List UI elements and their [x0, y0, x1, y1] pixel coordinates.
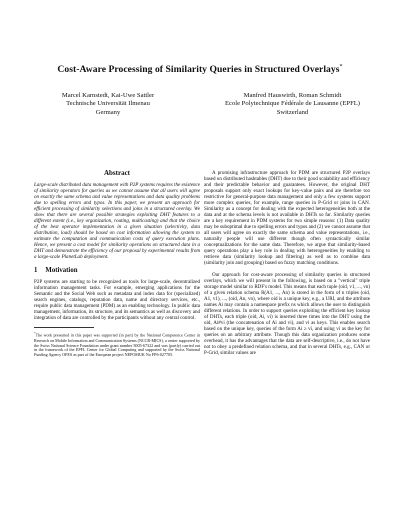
- author-block-ilmenau: [38, 92, 178, 117]
- motivation-paragraph: P2P systems are starting to be recognized as tools for large-scale, decentralized information management tasks. For example, emerging applications for the Semantic and the Social Web such as metadata and index data for (specialized) search engines, catalogs, reputation data, name and directory services, etc., require public data management (PDM) as an enabling technology. In public data management, information, its structure, and its semantics as well as discovery and integration of data are controlled by the participants without any central control.: [34, 279, 200, 322]
- footnote: [34, 331, 200, 358]
- title-footnote-mark: *: [339, 64, 343, 70]
- author-names: Manfred Hauswirth, Roman Schmidt: [243, 92, 342, 99]
- title-text: Cost-Aware Processing of Similarity Queries in Structured Overlays: [57, 64, 340, 76]
- body-paragraph-approach: Our approach for cost-aware processing of similarity queries in structured overlays, which we will present in the following, is based on a "vertical" triple storage model similar to RDF's model. This means that each tuple (oid, v1, ..., vn) of a given relation schema R(A1, ..., An) is stored in the form of n triples (oid, A1, v1), ..., (oid, An, vn), where oid is a unique key, e.g., a URI, and the attribute names Ai may contain a namespace prefix ns which allows the user to distinguish different relations. In order to support queries exploiting the efficient key lookup of DHTs, each triple (oid, Ai, vi) is inserted three times into the DHT using the oid, Ai#vi (the concatenation of Ai and vi), and vi as keys. This enables search based on the unique key, queries of the form Ai ≥ vi, and using vi as the key for queries on an arbitrary attribute. Though this data organization produces some overhead, it has the advantages that the data are self-descriptive, i.e., do not have not to obey a predefined relation schema, and that in several DHTs, e.g., CAN or P-Grid, similar values are: [204, 272, 370, 357]
- author-affiliation: Technische Universität Ilmenau: [66, 100, 150, 108]
- section-number: 1: [34, 267, 38, 275]
- author-block-epfl: [205, 92, 380, 117]
- footnote-text: The work presented in this paper was supported (in part) by the National Competence Center in Research on Mobile Information and Communication Systems (NCCR-MICS), a center supported by the Swiss National Science Foundation under grant number 5005-67322 and was (partly) carried out in the framework of the EPFL Center for Global Computing and supported by the Swiss National Funding Agency OFES as part of the European project NEPOMUK No FP6-027705.: [34, 332, 200, 358]
- author-names: Marcel Karnstedt, Kai-Uwe Sattler: [61, 92, 155, 99]
- footnote-mark: *: [34, 331, 36, 336]
- section-heading-motivation: [34, 268, 200, 274]
- right-column: [204, 170, 370, 361]
- abstract-text: Large-scale distributed data management with P2P systems requires the existence of similarity operators for queries as we cannot assume that all users will agree on exactly the same schema and value representations and data quality problems due to spelling errors and typos. In this paper, we present an approach for efficient processing of similarity selections and joins in a structured overlay. We show that there are several possible strategies exploiting DHT features to a different extent (i.e., key organization, routing, multicasting) and that the choice of the best operator implementation in a given situation (selectivity, data distribution, load) should be based on cost information allowing the system to estimate the computation and communication costs of query execution plans. Hence, we present a cost model for similarity operations on structured data in a DHT and demonstrate the efficiency of our proposal by experimental results from a large-scale PlanetLab deployment.: [34, 182, 200, 261]
- body-paragraph-dht: A promising infrastructure approach for PDM are structured P2P overlays based on distributed hashtables (DHT) due to their good scalability and efficiency and their predictable behavior and guarantees. However, the original DHT proposals support only exact lookups for key-value pairs and are therefore too restrictive for general-purpose data management and only a few systems support more complex queries, for example, range queries in P-Grid or joins in CAN. Similarity as a concept for dealing with the expected heterogeneities both at the data and at the schema levels is not available in DHTs so far. Similarity queries are a key requirement in PDM systems for two simple reasons: (1) Data quality may be suboptimal due to spelling errors and typos and (2) we cannot assume that all users will agree on exactly the same schema and value representations, i.e., naturally people will use different though often syntactically similar conceptualizations for the same data. Therefore, we argue that similarity-based query operations play a key role in dealing with heterogeneities by enabling to retrieve data (similarity lookup and filtering) as well as to combine data (similarity join and grouping) based on fuzzy matching conditions.: [204, 170, 370, 267]
- abstract-heading: Abstract: [103, 169, 131, 177]
- paper-title: [20, 64, 380, 75]
- author-country: Germany: [95, 108, 121, 116]
- author-country: Switzerland: [276, 108, 309, 116]
- section-title: Motivation: [45, 267, 78, 275]
- left-column: [34, 170, 200, 358]
- author-affiliation: Ecole Polytechnique Fédérale de Lausanne (EPFL): [225, 100, 360, 108]
- footnote-rule: [34, 327, 94, 328]
